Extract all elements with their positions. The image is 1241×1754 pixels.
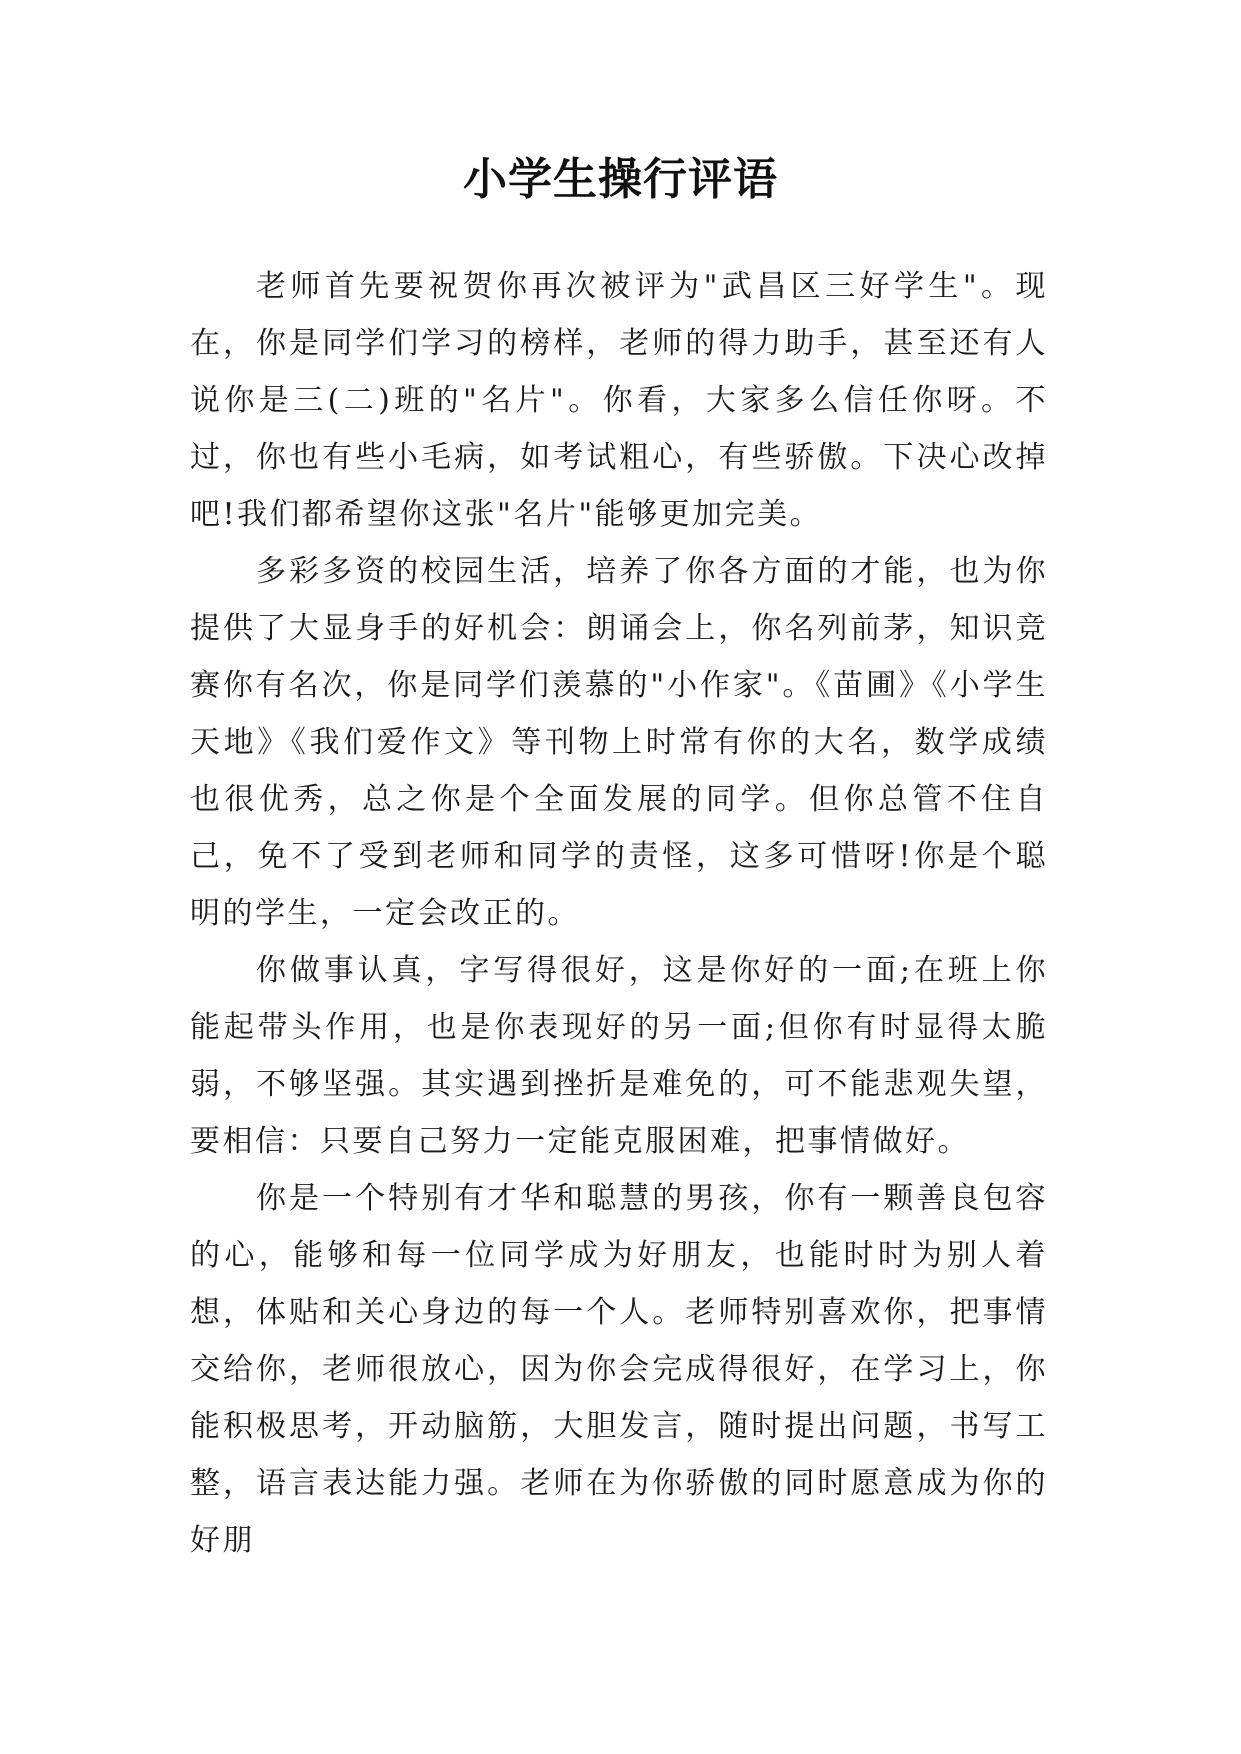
document-body (190, 258, 1048, 1569)
paragraph-1: 老师首先要祝贺你再次被评为"武昌区三好学生"。现在，你是同学们学习的榜样，老师的得力助手，甚至还有人说你是三(二)班的"名片"。你看，大家多么信任你呀。不过，你也有些小毛病，如考试粗心，有些骄傲。下决心改掉吧!我们都希望你这张"名片"能够更加完美。 (190, 269, 1048, 532)
paragraph-2: 多彩多资的校园生活，培养了你各方面的才能，也为你提供了大显身手的好机会：朗诵会上，你名列前茅，知识竞赛你有名次，你是同学们羡慕的"小作家"。《苗圃》《小学生天地》《我们爱作文》等刊物上时常有你的大名，数学成绩也很优秀，总之你是个全面发展的同学。但你总管不住自己，免不了受到老师和同学的责怪，这多可惜呀!你是个聪明的学生，一定会改正的。 (190, 554, 1048, 931)
document-title: 小学生操行评语 (463, 154, 778, 205)
paragraph-4: 你是一个特别有才华和聪慧的男孩，你有一颗善良包容的心，能够和每一位同学成为好朋友，也能时时为别人着想，体贴和关心身边的每一个人。老师特别喜欢你，把事情交给你，老师很放心，因为你会完成得很好，在学习上，你能积极思考，开动脑筋，大胆发言，随时提出问题，书写工整，语言表达能力强。老师在为你骄傲的同时愿意成为你的好朋 (190, 1181, 1048, 1558)
paragraph-3: 你做事认真，字写得很好，这是你好的一面;在班上你能起带头作用，也是你表现好的另一面;但你有时显得太脆弱，不够坚强。其实遇到挫折是难免的，可不能悲观失望，要相信：只要自己努力一定能克服困难，把事情做好。 (190, 953, 1048, 1159)
